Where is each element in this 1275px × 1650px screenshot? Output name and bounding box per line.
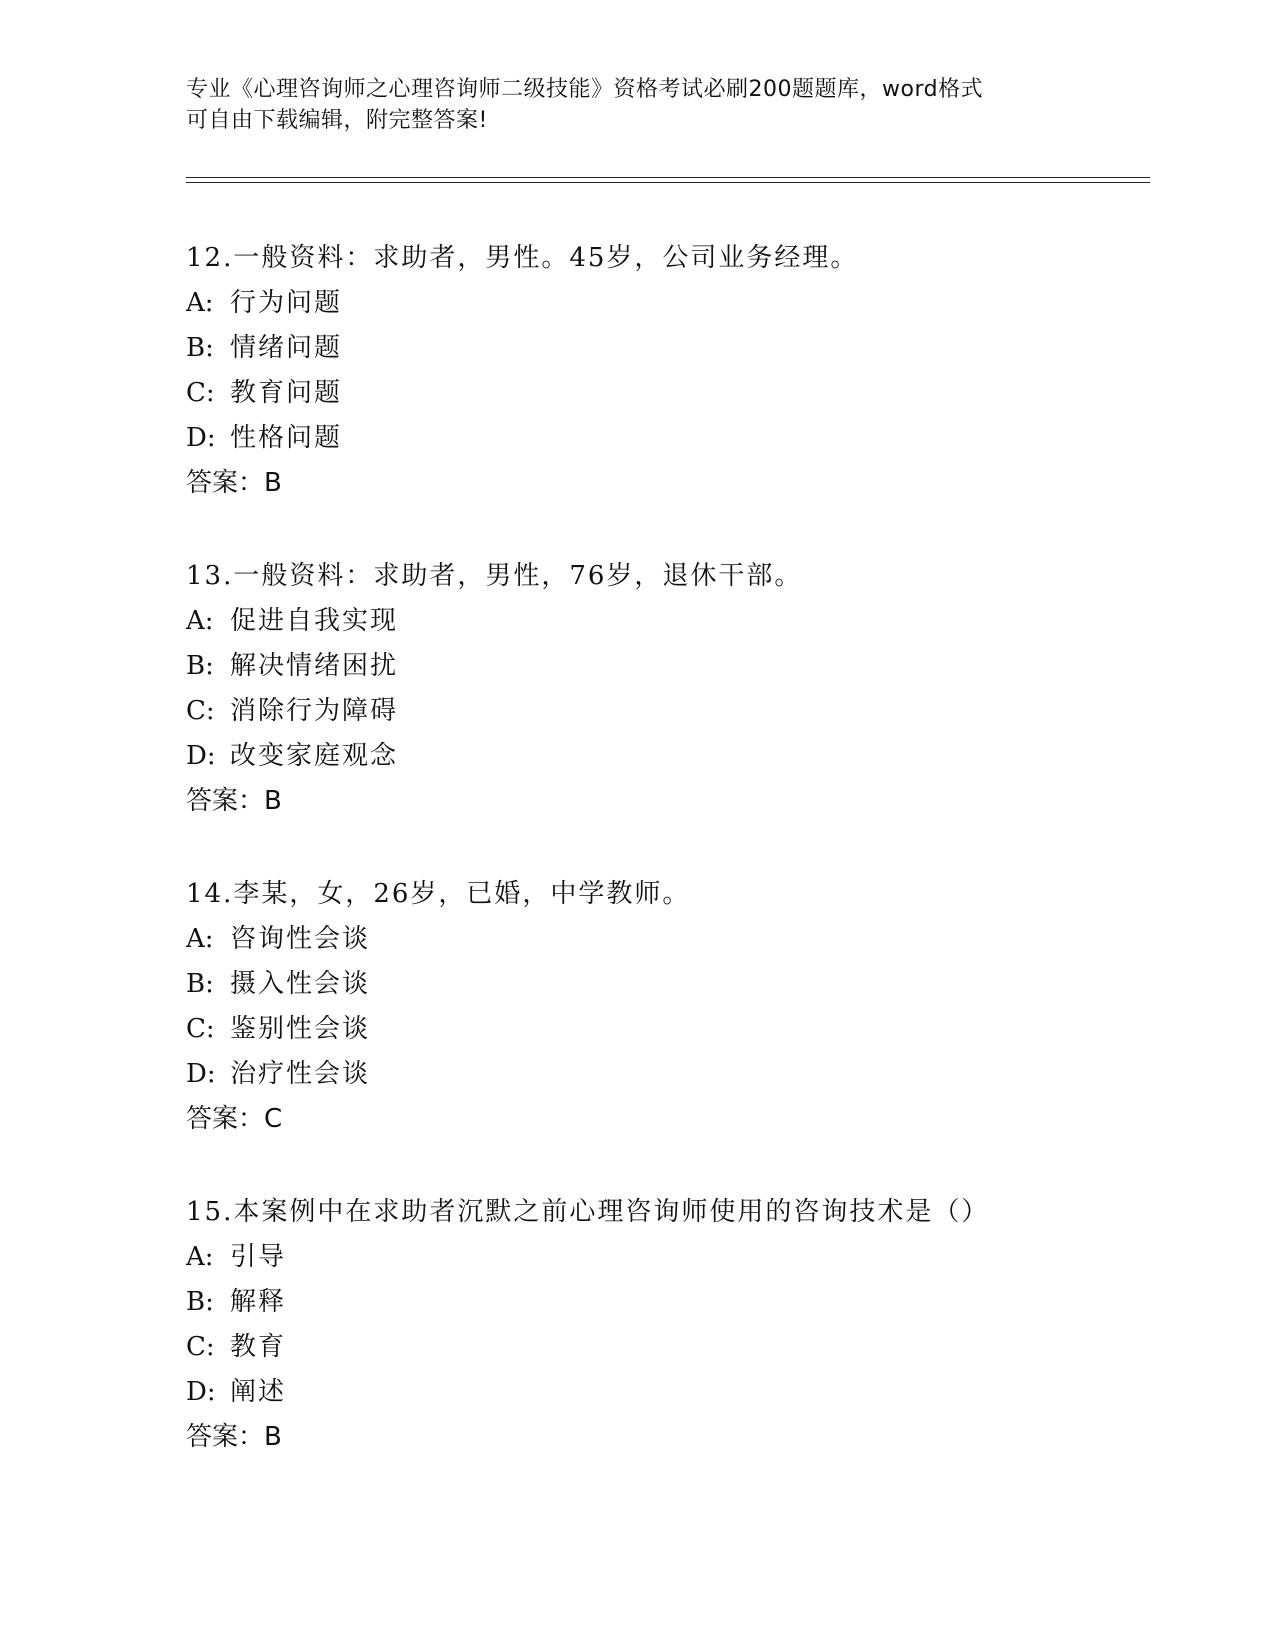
question-13 <box>186 554 1186 872</box>
option-key: C: <box>186 696 215 726</box>
option-c <box>186 689 1186 734</box>
option-d <box>186 1370 1186 1415</box>
question-stem: 13.一般资料：求助者，男性，76岁，退休干部。 <box>186 561 803 591</box>
option-key: C: <box>186 378 215 408</box>
document-header <box>186 74 1086 136</box>
option-c <box>186 371 1186 416</box>
option-text: 治疗性会谈 <box>230 1059 371 1089</box>
option-a <box>186 599 1186 644</box>
question-stem: 15.本案例中在求助者沉默之前心理咨询师使用的咨询技术是（） <box>186 1197 990 1227</box>
answer-line: 答案：B <box>186 1422 282 1452</box>
option-text: 促进自我实现 <box>230 606 399 636</box>
option-a <box>186 917 1186 962</box>
option-b <box>186 1280 1186 1325</box>
option-key: B: <box>186 1287 214 1317</box>
answer-line: 答案：B <box>186 468 282 498</box>
option-c <box>186 1007 1186 1052</box>
option-text: 消除行为障碍 <box>230 696 399 726</box>
option-b <box>186 644 1186 689</box>
option-text: 阐述 <box>230 1377 287 1407</box>
option-key: D: <box>186 423 216 453</box>
option-b <box>186 962 1186 1007</box>
option-text: 情绪问题 <box>230 333 343 363</box>
question-stem: 14.李某，女，26岁，已婚，中学教师。 <box>186 879 691 909</box>
question-12 <box>186 236 1186 554</box>
option-text: 解释 <box>230 1287 287 1317</box>
option-text: 教育问题 <box>230 378 343 408</box>
option-d <box>186 734 1186 779</box>
option-key: A: <box>186 606 214 636</box>
option-text: 摄入性会谈 <box>230 969 371 999</box>
option-text: 咨询性会谈 <box>230 924 371 954</box>
option-key: B: <box>186 333 214 363</box>
option-text: 引导 <box>230 1242 287 1272</box>
option-key: C: <box>186 1014 215 1044</box>
header-divider-top <box>186 177 1150 178</box>
header-divider-bottom <box>186 182 1150 183</box>
option-text: 教育 <box>230 1332 287 1362</box>
header-line-1: 专业《心理咨询师之心理咨询师二级技能》资格考试必刷200题题库，word格式 <box>186 77 984 102</box>
option-key: B: <box>186 969 214 999</box>
question-14 <box>186 872 1186 1190</box>
option-key: A: <box>186 1242 214 1272</box>
question-list <box>186 236 1186 1508</box>
option-key: B: <box>186 651 214 681</box>
question-15 <box>186 1190 1186 1508</box>
option-key: D: <box>186 1059 216 1089</box>
option-d <box>186 1052 1186 1097</box>
answer-line: 答案：C <box>186 1104 283 1134</box>
option-key: D: <box>186 1377 216 1407</box>
option-text: 解决情绪困扰 <box>230 651 399 681</box>
option-key: D: <box>186 741 216 771</box>
option-key: A: <box>186 924 214 954</box>
option-a <box>186 1235 1186 1280</box>
option-text: 性格问题 <box>230 423 343 453</box>
option-text: 鉴别性会谈 <box>230 1014 371 1044</box>
option-c <box>186 1325 1186 1370</box>
option-key: C: <box>186 1332 215 1362</box>
option-b <box>186 326 1186 371</box>
question-stem: 12.一般资料：求助者，男性。45岁，公司业务经理。 <box>186 243 859 273</box>
option-text: 改变家庭观念 <box>230 741 399 771</box>
answer-line: 答案：B <box>186 786 282 816</box>
option-text: 行为问题 <box>230 288 343 318</box>
header-line-2: 可自由下载编辑，附完整答案! <box>186 108 488 133</box>
option-key: A: <box>186 288 214 318</box>
option-d <box>186 416 1186 461</box>
option-a <box>186 281 1186 326</box>
